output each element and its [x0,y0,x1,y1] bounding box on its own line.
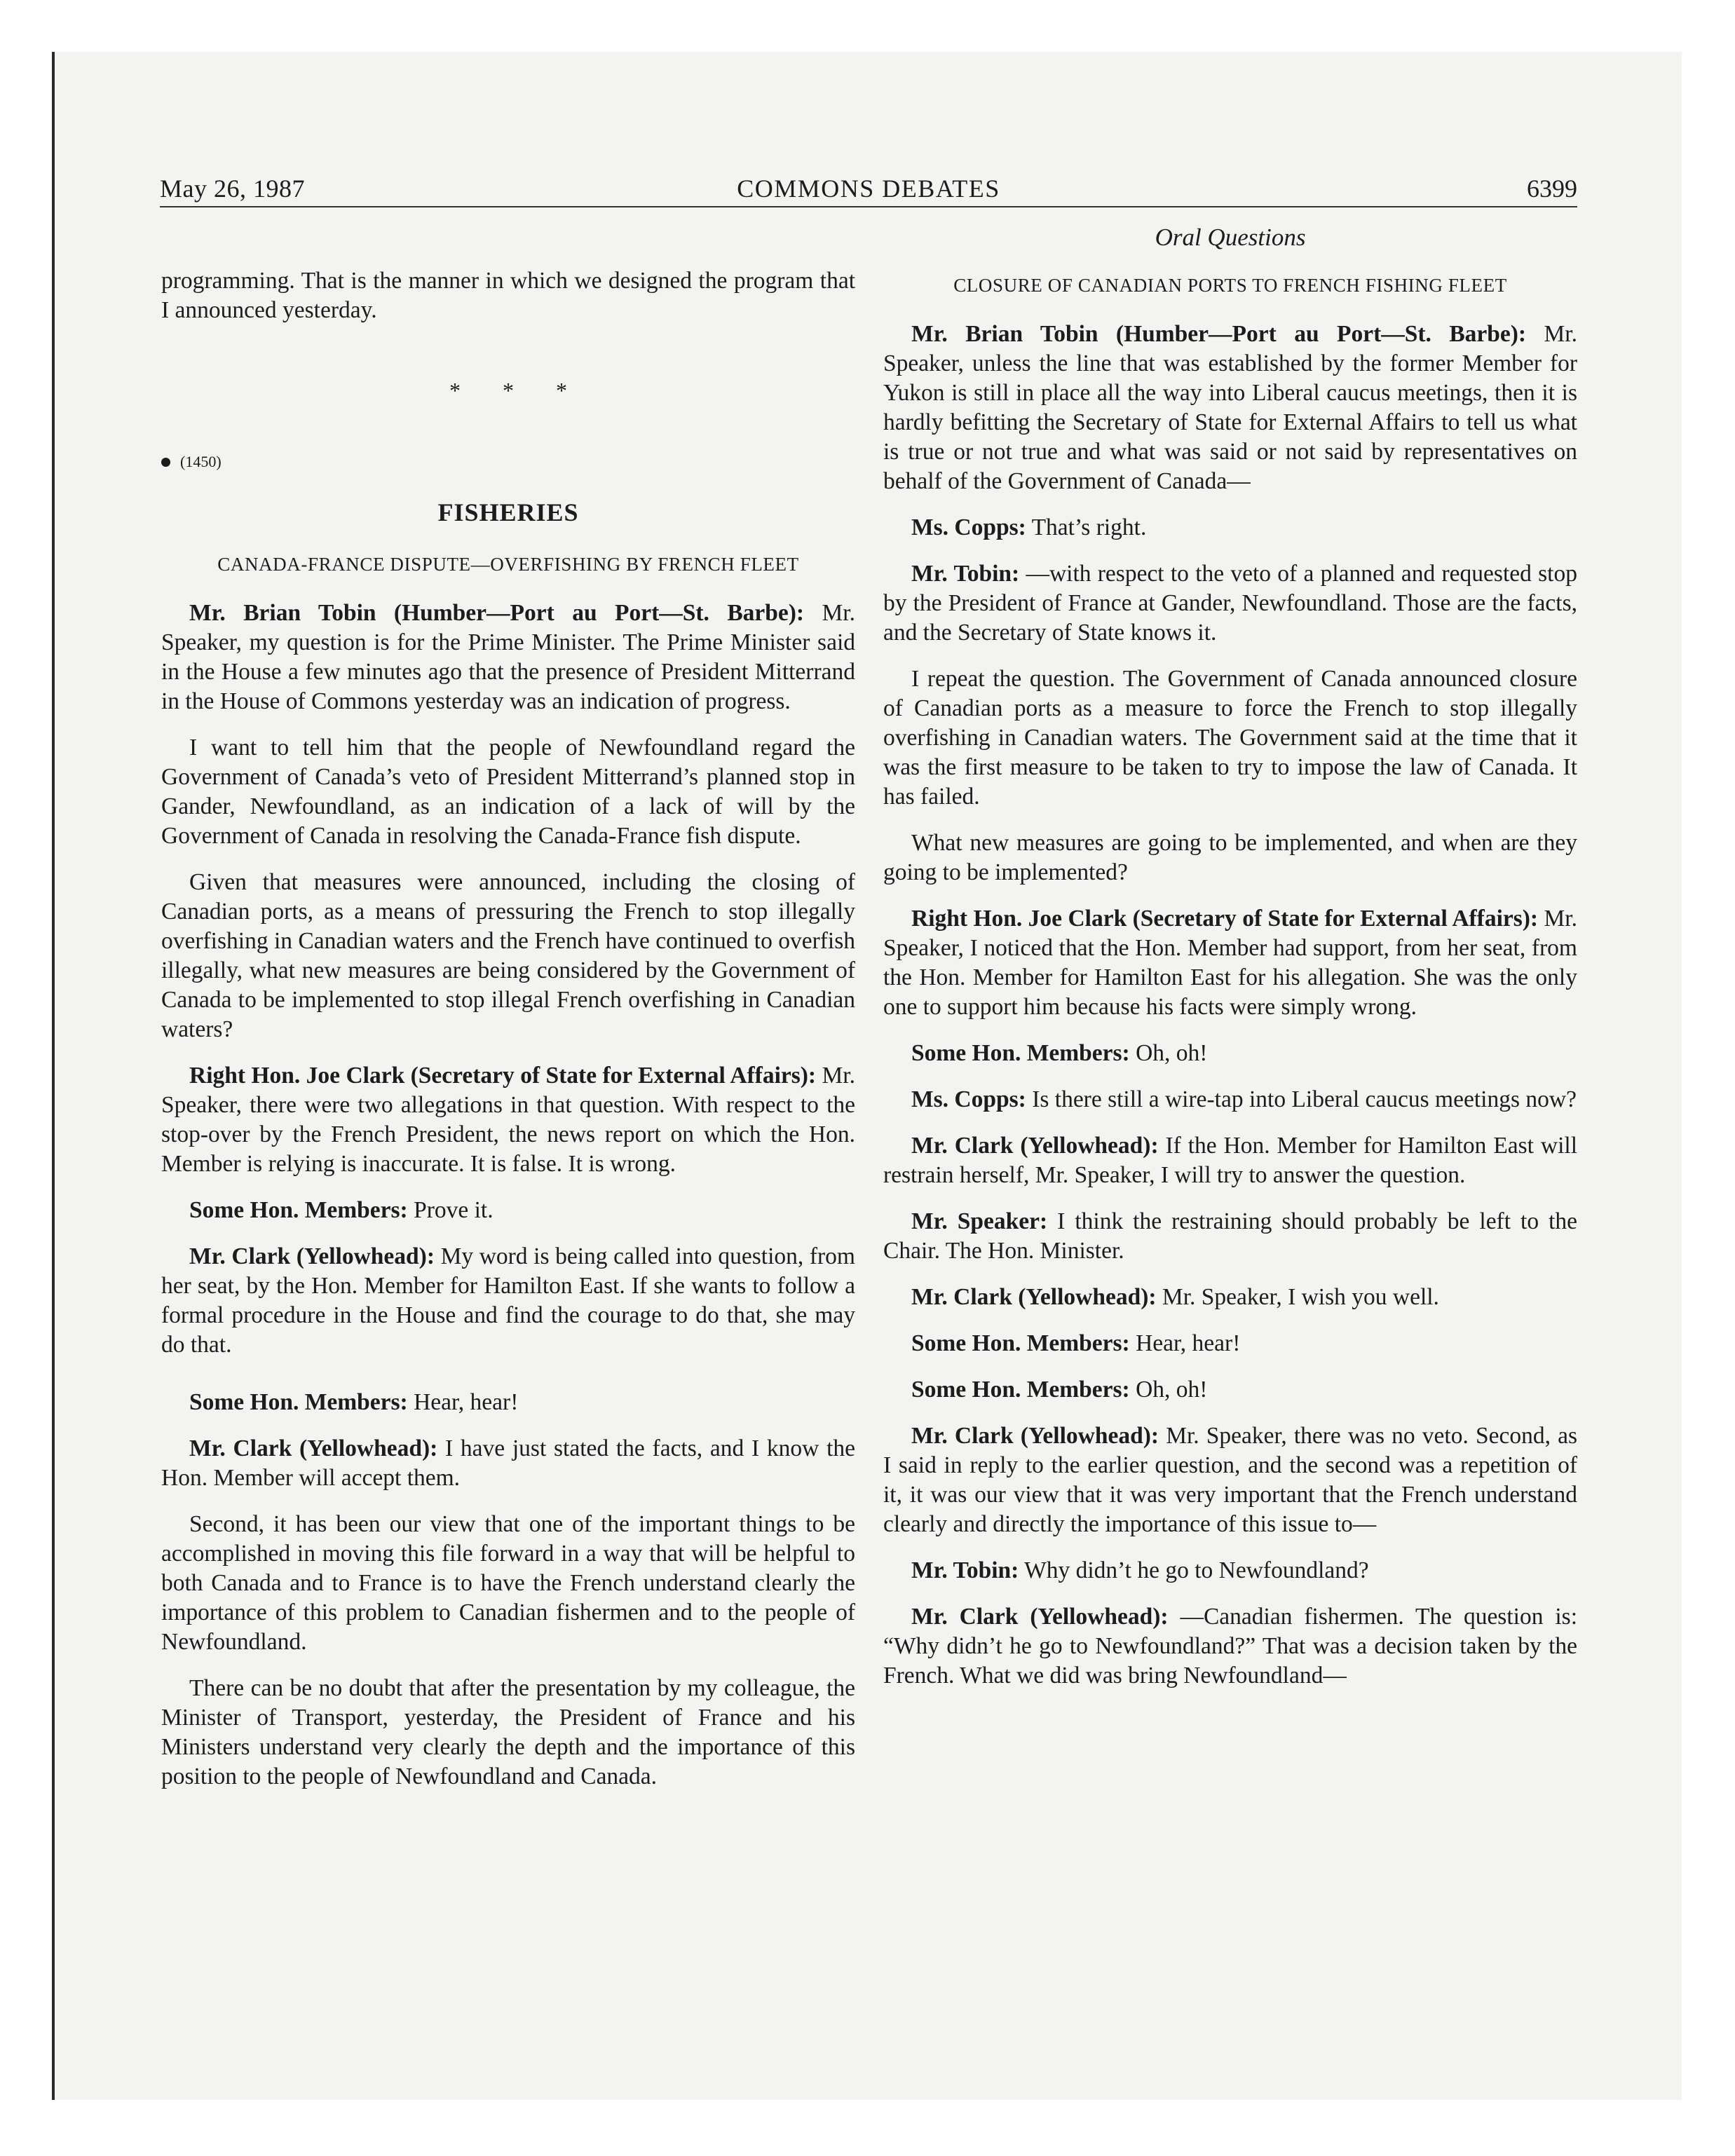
paragraph: There can be no doubt that after the presentation by my colleague, the Minister of Transport, yesterday, the President of France and his Ministers understand very clearly the depth and the importance of this position to the people of Newfoundland and Canada. [161,1675,855,1789]
header-date: May 26, 1987 [160,175,305,203]
left-column [161,266,855,1808]
speaker-name: Mr. Clark (Yellowhead): [911,1133,1159,1159]
speaker-name: Some Hon. Members: [911,1330,1130,1356]
speech-text: I have just stated the facts, and I know the Hon. Member will accept them. [161,1435,855,1491]
speaker-name: Mr. Brian Tobin (Humber—Port au Port—St. Barbe): [911,321,1527,347]
page-number: 6399 [1527,175,1577,203]
speech-text: —Canadian fishermen. The question is: “Why didn’t he go to Newfoundland?” That was a decision taken by the French. What we did was bring Newfoundland— [883,1604,1578,1688]
right-column [883,223,1577,1707]
paragraph: Given that measures were announced, including the closing of Canadian ports, as a means of pressuring the French to stop illegally overfishing in Canadian waters and the French have continued to overfish illegally, what new measures are being considered by the Government of Canada to be implemented to stop illegal French overfishing in Canadian waters? [161,869,855,1042]
speech-text: Hear, hear! [407,1389,519,1415]
scan-edge [52,52,55,2100]
speech-paragraph [883,1131,1577,1190]
speaker-name: Mr. Clark (Yellowhead): [189,1243,435,1269]
speech-paragraph [883,1375,1577,1405]
speaker-name: Mr. Clark (Yellowhead): [911,1423,1159,1449]
speech-text: Mr. Speaker, my question is for the Prime Minister. The Prime Minister said in the House a few minutes ago that the presence of President Mitterrand in the House of Commons yesterday was an indication of progress. [161,600,855,714]
speech-paragraph [883,513,1577,543]
speaker-name: Some Hon. Members: [189,1197,408,1223]
subheading: CLOSURE OF CANADIAN PORTS TO FRENCH FISHING FLEET [953,275,1507,296]
speaker-name: Mr. Clark (Yellowhead): [189,1435,438,1461]
speech-paragraph [161,599,855,716]
speech-text: —with respect to the veto of a planned and requested stop by the President of France at Gander, Newfoundland. Those are the facts, and the Secretary of State knows it. [883,561,1577,646]
speaker-name: Right Hon. Joe Clark (Secretary of State for External Affairs): [189,1063,817,1089]
speech-text: Mr. Speaker, unless the line that was established by the former Member for Yukon is still in place all the way into Liberal caucus meetings, then it is hardly befitting the Secretary of State for External Affairs to tell us what is true or not true and what was said or not said by representatives on behalf of the Government of Canada— [883,321,1577,494]
subheading: CANADA-FRANCE DISPUTE—OVERFISHING BY FRENCH FLEET [217,554,799,575]
speech-paragraph [883,1207,1577,1266]
speaker-name: Some Hon. Members: [911,1040,1130,1066]
speech-paragraph [883,1283,1577,1312]
speech-paragraph [883,320,1577,496]
speaker-name: Mr. Tobin: [911,561,1020,587]
speech-paragraph [883,904,1577,1022]
speech-paragraph [883,1602,1577,1691]
section-title: Oral Questions [1155,224,1306,251]
time-marker [161,447,855,477]
speaker-name: Right Hon. Joe Clark (Secretary of State for External Affairs): [911,906,1539,932]
speech-text: Prove it. [407,1197,494,1223]
speaker-name: Some Hon. Members: [911,1377,1130,1403]
speaker-name: Ms. Copps: [911,514,1026,540]
speaker-name: Some Hon. Members: [189,1389,408,1415]
speech-text: Why didn’t he go to Newfoundland? [1019,1557,1369,1583]
speech-text: My word is being called into question, from her seat, by the Hon. Member for Hamilton East. If she wants to follow a formal procedure in the House and find the courage to do that, she may do that. [161,1243,855,1358]
speaker-name: Mr. Speaker: [911,1208,1048,1234]
bullet-icon [161,458,170,467]
speech-paragraph [161,1061,855,1179]
speech-paragraph [883,1556,1577,1585]
section-separator: * * * [449,378,585,403]
speaker-name: Mr. Clark (Yellowhead): [911,1604,1169,1630]
speech-paragraph [161,1388,855,1417]
speech-paragraph [883,559,1577,648]
paragraph: I repeat the question. The Government of Canada announced closure of Canadian ports as a measure to force the French to stop illegally overfishing in Canadian waters. The Government said at the time that it was the first measure to be taken to try to impose the law of Canada. It has failed. [883,666,1577,810]
speech-text: Oh, oh! [1129,1040,1208,1066]
paragraph: Second, it has been our view that one of the important things to be accomplished in moving this file forward in a way that will be helpful to both Canada and to France is to have the French understand clearly the importance of this problem to Canadian fishermen and to the people of Newfoundland. [161,1511,855,1655]
speech-paragraph [883,1329,1577,1358]
speech-paragraph [161,1434,855,1493]
speech-text: Mr. Speaker, there were two allegations in that question. With respect to the stop-over by the French President, the news report on which the Hon. Member is relying is inaccurate. It is false. It is wrong. [161,1063,855,1177]
speech-paragraph [161,1196,855,1225]
speech-text: If the Hon. Member for Hamilton East will restrain herself, Mr. Speaker, I will try to answer the question. [883,1133,1578,1188]
header-title: COMMONS DEBATES [737,175,1000,203]
paragraph: I want to tell him that the people of Newfoundland regard the Government of Canada’s veto of President Mitterrand’s planned stop in Gander, Newfoundland, as an indication of a lack of will by the Government of Canada in resolving the Canada-France fish dispute. [161,735,855,849]
time-marker-label: (1450) [180,453,222,470]
speech-paragraph [883,1039,1577,1068]
speech-text: Mr. Speaker, I wish you well. [1156,1284,1439,1310]
speaker-name: Mr. Tobin: [911,1557,1019,1583]
section-heading: FISHERIES [437,498,579,526]
paragraph: What new measures are going to be implemented, and when are they going to be implemented? [883,830,1577,885]
paragraph: programming. That is the manner in which we designed the program that I announced yesterday. [161,268,855,323]
page-header [160,171,1577,206]
speech-text: Hear, hear! [1129,1330,1241,1356]
speech-text: I think the restraining should probably be left to the Chair. The Hon. Minister. [883,1208,1577,1264]
speaker-name: Ms. Copps: [911,1086,1026,1112]
speech-paragraph [883,1421,1577,1539]
header-rule [160,206,1577,207]
speech-text: Mr. Speaker, I noticed that the Hon. Member had support, from her seat, from the Hon. Member for Hamilton East for his allegation. She was the only one to support him because his facts were simply wrong. [883,906,1577,1020]
speech-paragraph [161,1242,855,1360]
speaker-name: Mr. Brian Tobin (Humber—Port au Port—St. Barbe): [189,600,805,626]
speech-paragraph [883,1085,1577,1114]
speech-text: Is there still a wire-tap into Liberal caucus meetings now? [1026,1086,1577,1112]
speaker-name: Mr. Clark (Yellowhead): [911,1284,1157,1310]
speech-text: Oh, oh! [1129,1377,1208,1403]
speech-text: Mr. Speaker, there was no veto. Second, as I said in reply to the earlier question, and the second was a repetition of it, it was our view that it was very important that the French understand clearly and directly the importance of this issue to— [883,1423,1577,1537]
speech-text: That’s right. [1026,514,1147,540]
